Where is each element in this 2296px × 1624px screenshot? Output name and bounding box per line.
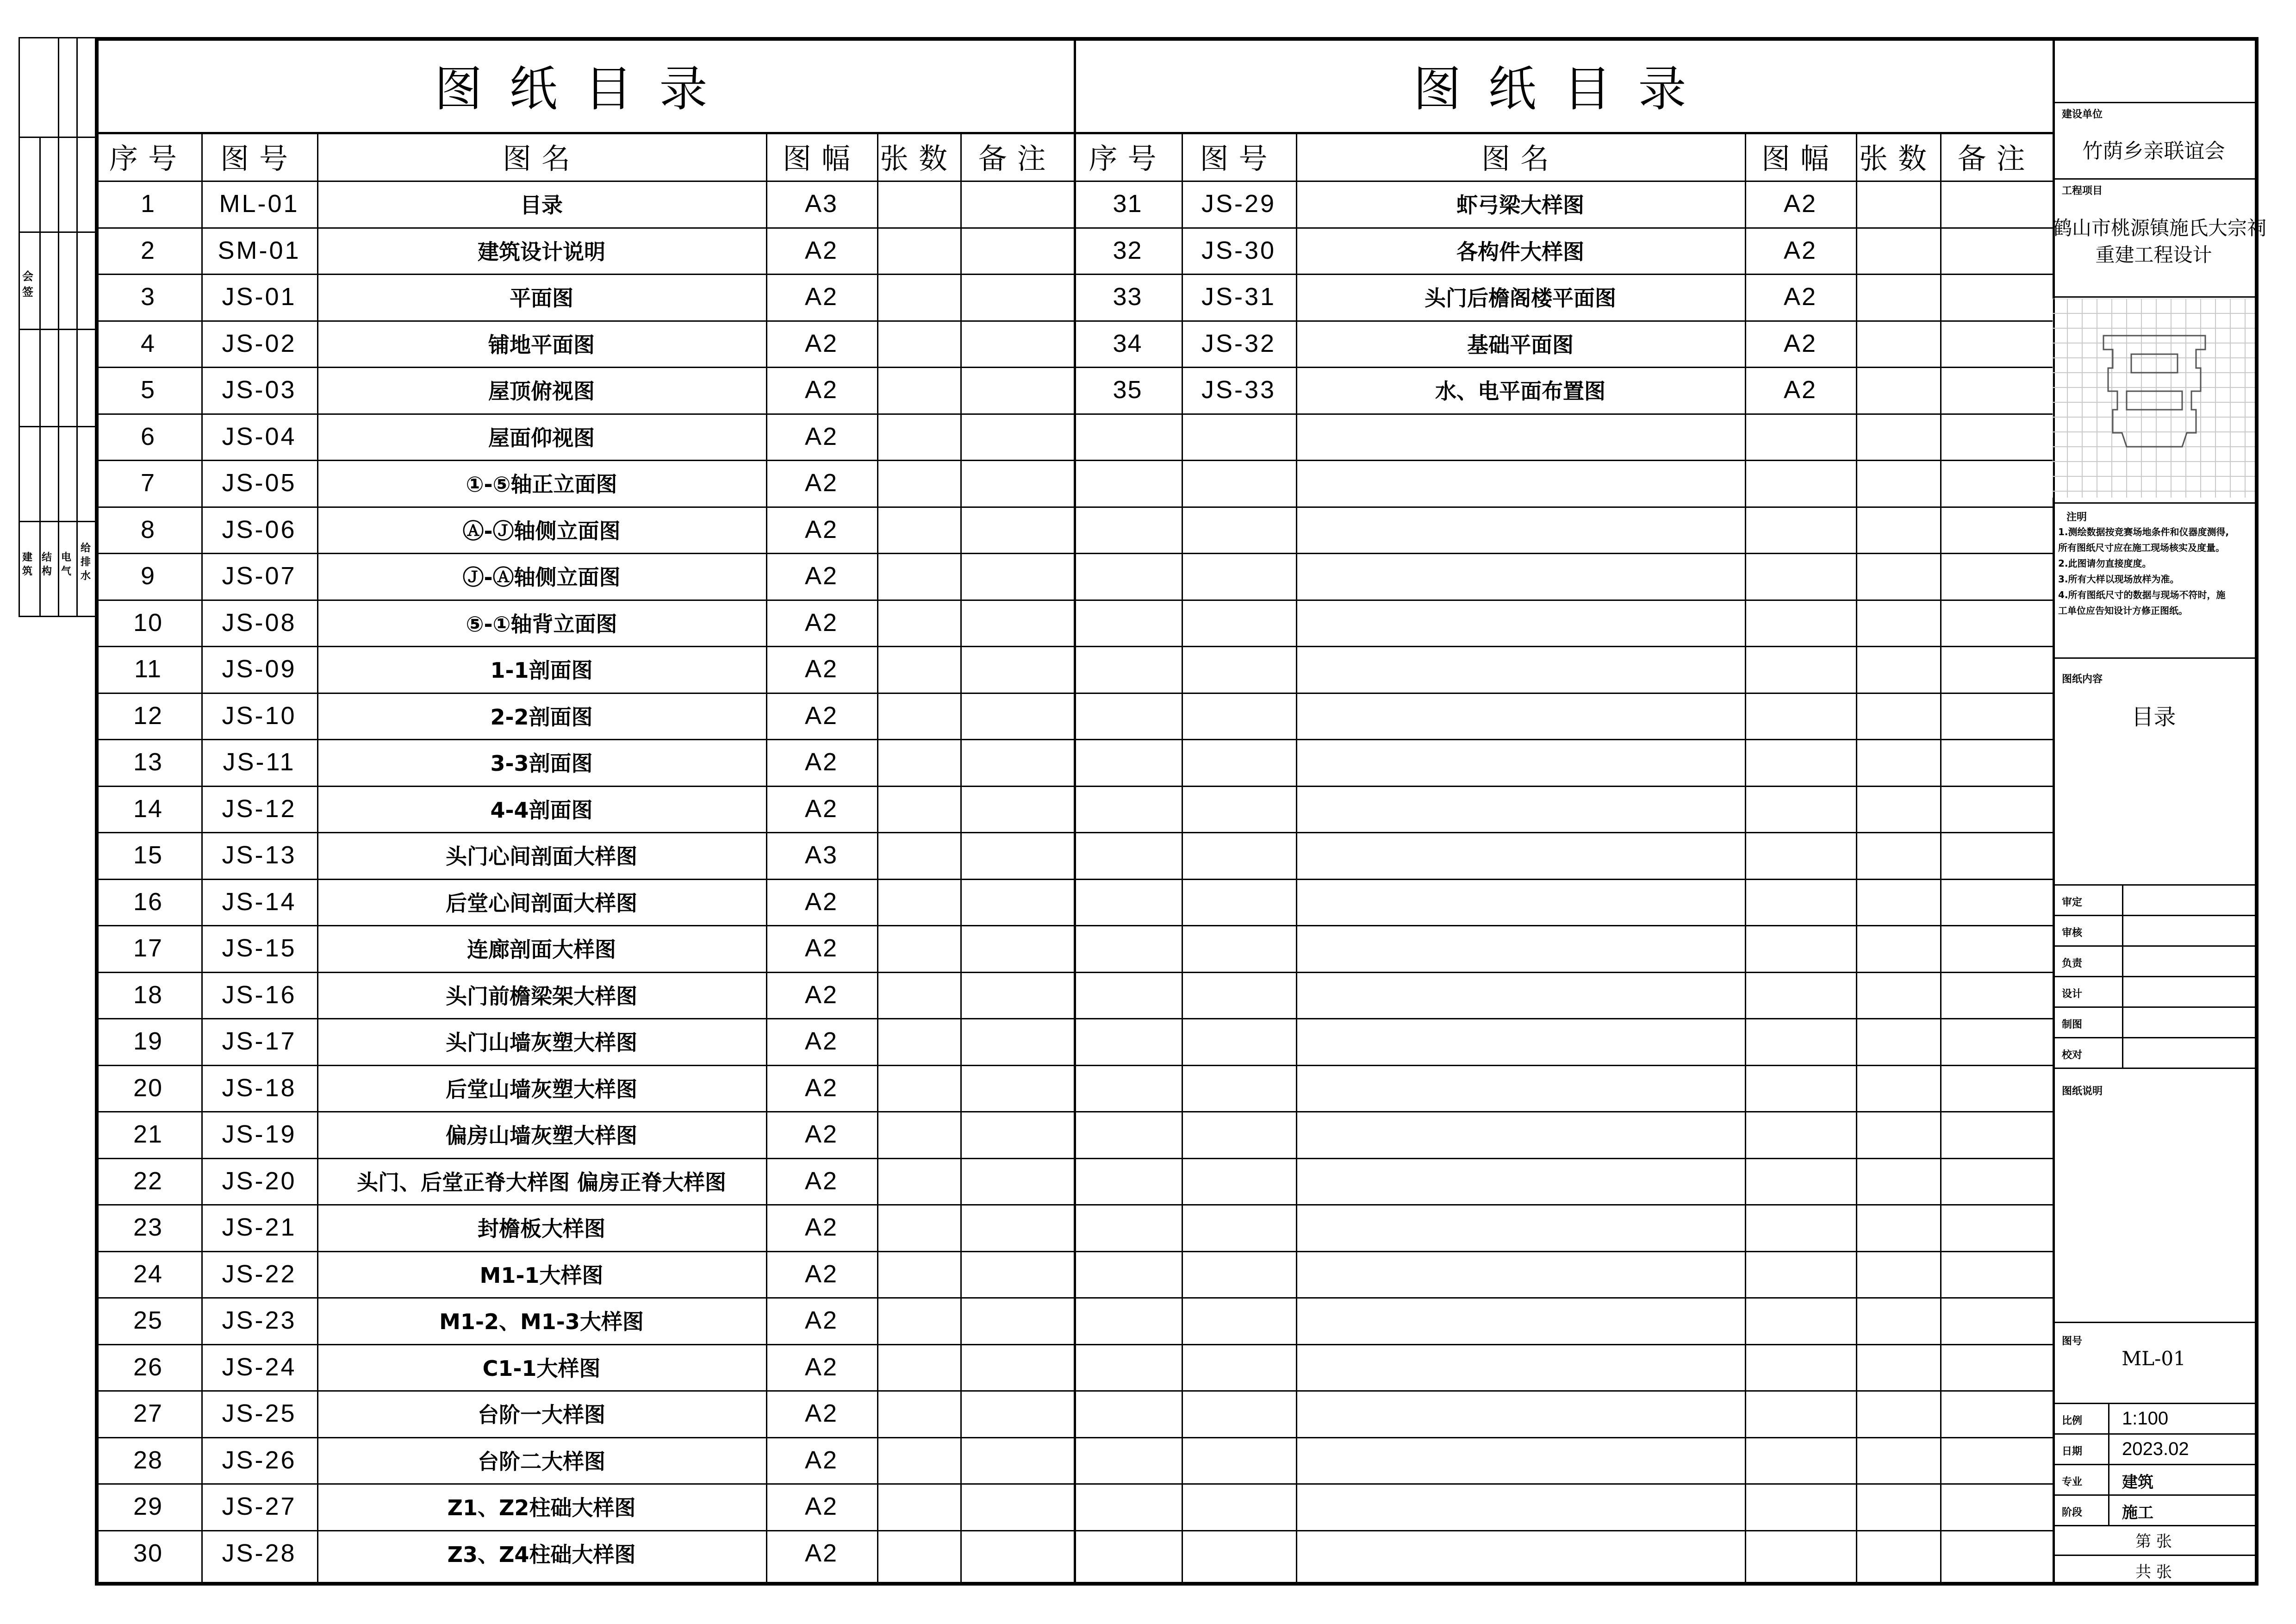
right-header-format: 图幅 [1761,142,1839,175]
drawing-format: A2 [804,701,839,730]
notes-label: 注明 [2066,512,2087,523]
drawing-format: A2 [804,1213,839,1242]
drawing-format: A2 [804,1493,839,1521]
logo-top-line [2053,296,2255,298]
drawing-format: A2 [804,1120,839,1149]
signature-label: 设计 [2062,988,2083,1000]
drawing-name: 各构件大样图 [1456,239,1584,264]
right-header-count: 张数 [1859,142,1937,175]
drawing-name: 目录 [520,193,563,218]
drawing-format: A2 [804,283,839,311]
drawing-code: JS-14 [222,887,297,916]
drawing-code: JS-10 [222,701,297,730]
drawing-code: JS-22 [222,1260,297,1288]
drawing-code: ML-01 [219,190,299,218]
row-number: 34 [1113,329,1143,357]
drawing-code: JS-24 [222,1353,297,1381]
drawing-name: 虾弓梁大样图 [1456,193,1584,218]
drawing-name: M1-1大样图 [479,1262,604,1288]
drawing-name: 偏房山墙灰塑大样图 [446,1123,637,1149]
drawing-name: Z1、Z2柱础大样图 [447,1495,636,1521]
drawing-name: 封檐板大样图 [478,1216,605,1242]
note-line: 2.此图请勿直接度度。 [2058,558,2152,569]
sheet-total-label: 共 张 [2135,1563,2172,1581]
drawing-code: JS-17 [222,1027,297,1056]
drawing-name: ①-⑤轴正立面图 [466,472,617,497]
drawing-code: JS-06 [222,515,297,543]
drawing-code: JS-28 [222,1539,297,1567]
note-line: 工单位应告知设计方修正图纸。 [2058,605,2188,616]
left-header-format: 图幅 [782,142,860,175]
row-number: 28 [133,1446,163,1474]
row-number: 16 [133,887,163,916]
scale-value: 1:100 [2122,1408,2169,1429]
sheet-number-label: 第 张 [2135,1532,2172,1551]
stamp-line [19,231,95,233]
info-line [2053,1433,2255,1435]
drawing-format: A2 [804,981,839,1009]
drawing-format: A2 [804,1074,839,1102]
drawing-name: 台阶二大样图 [478,1449,605,1474]
row-number: 8 [140,515,156,543]
notes-top-line [2053,502,2255,504]
left-catalog-title: 图纸目录 [434,60,734,117]
left-header-no: 序号 [109,142,187,175]
signature-label: 审核 [2062,927,2083,939]
drawing-name: 水、电平面布置图 [1435,379,1605,404]
drawing-name: 3-3剖面图 [490,751,593,776]
signature-line [2053,945,2255,947]
row-number: 22 [133,1167,163,1195]
drawing-no-top-line [2053,1322,2255,1323]
discipline-stamp-label: 给排水 [81,543,91,582]
signature-label: 校对 [2062,1049,2083,1061]
row-number: 32 [1113,236,1143,264]
column-line [1940,132,1941,1586]
row-number: 3 [140,283,156,311]
stamp-line [58,37,59,616]
drawing-format: A2 [804,1399,839,1428]
stamp-line [39,137,41,616]
drawing-code: JS-04 [222,422,297,450]
right-header-name: 图名 [1481,142,1559,175]
content-label: 图纸内容 [2062,674,2103,685]
drawing-format: A2 [804,1446,839,1474]
left-header-name: 图名 [502,142,580,175]
signature-line [2053,915,2255,916]
row-number: 31 [1113,190,1143,218]
drawing-code: JS-16 [222,981,297,1009]
discipline-stamp-label: 结构 [42,552,52,577]
right-header-no: 序号 [1089,142,1167,175]
drawing-format: A2 [804,1167,839,1195]
drawing-name: 4-4剖面图 [490,797,593,823]
drawing-code: JS-32 [1201,329,1276,357]
drawing-code: JS-30 [1201,236,1276,264]
sheet-line [2053,1584,2255,1586]
stamp-line [19,521,95,522]
drawing-name: 头门后檐阁楼平面图 [1425,286,1616,311]
title-block-right-line [2255,102,2256,1584]
drawing-name: 铺地平面图 [488,332,595,357]
signature-label: 制图 [2062,1019,2083,1031]
row-number: 27 [133,1399,163,1428]
drawing-name: 平面图 [510,286,573,311]
drawing-format: A2 [804,934,839,962]
row-number: 10 [133,608,163,637]
drawing-name: 头门山墙灰塑大样图 [446,1030,637,1056]
drawing-name: 头门、后堂正脊大样图 偏房正脊大样图 [356,1169,726,1195]
signature-line [2053,976,2255,977]
drawing-no-value: ML-01 [2122,1347,2186,1370]
content-top-line [2053,657,2255,659]
drawing-code: JS-20 [222,1167,297,1195]
stamp-line [19,37,95,38]
drawing-name: 屋顶俯视图 [488,379,595,404]
signature-label: 审定 [2062,897,2083,908]
sheet-line [2053,1525,2255,1526]
drawing-format: A2 [804,376,839,404]
drawing-format: A2 [804,562,839,590]
info-line [2053,1464,2255,1465]
drawing-name: Ⓐ-Ⓙ轴侧立面图 [462,518,621,543]
drawing-code: JS-23 [222,1306,297,1335]
drawing-no-label: 图号 [2062,1336,2083,1347]
discipline-stamp-label: 建筑 [22,552,33,577]
stage-label: 阶段 [2062,1507,2083,1518]
scale-label: 比例 [2062,1415,2083,1427]
stamp-line [19,329,95,330]
row-number: 9 [140,562,156,590]
note-line: 所有图纸尺寸应在施工现场核实及度量。 [2058,542,2225,553]
signature-line [2053,1037,2255,1038]
date-label: 日期 [2062,1446,2083,1457]
client-label: 建设单位 [2062,109,2103,120]
row-number: 19 [133,1027,163,1056]
drawing-format: A2 [804,1027,839,1056]
row-number: 5 [140,376,156,404]
right-header-note: 备注 [1957,142,2035,175]
stamp-line [76,37,78,616]
drawing-name: 2-2剖面图 [490,704,593,730]
right-catalog-title: 图纸目录 [1413,60,1713,117]
stage-value: 施工 [2122,1504,2153,1522]
info-line [2053,1494,2255,1496]
row-number: 14 [133,794,163,823]
project-label: 工程项目 [2062,185,2103,197]
signature-label: 负责 [2062,958,2083,969]
drawing-code: JS-21 [222,1213,297,1242]
drawing-format: A2 [804,608,839,637]
drawing-format: A2 [804,1260,839,1288]
row-number: 25 [133,1306,163,1335]
drawing-name: 建筑设计说明 [478,239,605,264]
drawing-name: 后堂山墙灰塑大样图 [446,1076,637,1102]
drawing-format: A2 [1783,190,1817,218]
drawing-format: A2 [804,748,839,776]
row-number: 7 [140,469,156,497]
row-number: 15 [133,841,163,869]
project-name-line2: 重建工程设计 [2095,244,2212,266]
signatures-bottom-line [2053,1068,2255,1069]
row-number: 26 [133,1353,163,1381]
row-number: 2 [140,236,156,264]
drawing-format: A2 [804,1306,839,1335]
discipline-value: 建筑 [2122,1474,2153,1491]
drawing-name: 台阶一大样图 [478,1402,605,1428]
project-top-line [2053,178,2255,180]
project-name-line1: 鹤山市桃源镇施氏大宗祠 [2053,217,2267,239]
row-number: 35 [1113,376,1143,404]
drawing-format: A2 [804,236,839,264]
drawing-code: JS-05 [222,469,297,497]
row-number: 29 [133,1493,163,1521]
drawing-format: A2 [1783,236,1817,264]
client-name: 竹荫乡亲联谊会 [2082,139,2225,163]
drawing-format: A2 [804,515,839,543]
drawing-format: A2 [804,329,839,357]
drawing-name: 基础平面图 [1467,332,1574,357]
drawing-name: C1-1大样图 [482,1355,601,1381]
discipline-stamp-label: 电气 [61,552,72,577]
drawing-code: JS-15 [222,934,297,962]
drawing-name: 头门心间剖面大样图 [446,844,637,869]
drawing-code: JS-18 [222,1074,297,1102]
drawing-code: JS-27 [222,1493,297,1521]
drawing-name: 后堂心间剖面大样图 [446,890,637,916]
row-number: 6 [140,422,156,450]
drawing-name: M1-2、M1-3大样图 [439,1309,644,1335]
row-number: 17 [133,934,163,962]
drawing-name: 屋面仰视图 [488,425,595,450]
sheet-line [2053,1555,2255,1556]
drawing-code: JS-26 [222,1446,297,1474]
drawing-code: JS-09 [222,655,297,683]
drawing-format: A3 [804,841,839,869]
note-line: 1.测绘数据按竞赛场地条件和仪器度测得, [2058,526,2229,537]
column-line [1856,132,1857,1586]
drawing-format: A2 [804,422,839,450]
drawing-format: A3 [804,190,839,218]
drawing-format: A2 [804,794,839,823]
drawing-name: 连廊剖面大样图 [467,937,616,962]
left-header-code: 图号 [220,142,298,175]
stamp-line [19,426,95,427]
drawing-code: JS-01 [222,283,297,311]
signatures-top-line [2053,884,2255,886]
row-number: 13 [133,748,163,776]
drawing-code: JS-03 [222,376,297,404]
column-line [960,132,962,1586]
drawing-code: JS-33 [1201,376,1276,404]
drawing-name: ⑤-①轴背立面图 [466,611,617,637]
drawing-name: 1-1剖面图 [490,658,593,683]
note-line: 3.所有大样以现场放样为准。 [2058,574,2179,585]
stamp-line [19,37,20,616]
stamp-line [19,137,95,138]
row-number: 24 [133,1260,163,1288]
stamp-line [19,616,95,617]
drawing-code: JS-19 [222,1120,297,1149]
drawing-format: A2 [1783,329,1817,357]
drawing-format: A2 [804,469,839,497]
content-value: 目录 [2131,704,2176,730]
info-line [2053,1403,2255,1404]
drawing-code: JS-08 [222,608,297,637]
drawing-code: JS-12 [222,794,297,823]
row-number: 4 [140,329,156,357]
row-number: 30 [133,1539,163,1567]
note-line: 4.所有图纸尺寸的数据与现场不符时，施 [2058,589,2226,600]
drawing-code: JS-13 [222,841,297,869]
drawing-format: A2 [804,655,839,683]
drawing-name: Z3、Z4柱础大样图 [447,1542,636,1567]
signature-line [2053,1006,2255,1008]
left-header-note: 备注 [978,142,1056,175]
row-number: 23 [133,1213,163,1242]
drawing-format: A2 [804,1539,839,1567]
countersign-label: 会签 [22,270,33,299]
drawing-format: A2 [1783,376,1817,404]
date-value: 2023.02 [2122,1439,2189,1459]
drawing-format: A2 [804,1353,839,1381]
row-number: 18 [133,981,163,1009]
left-header-count: 张数 [879,142,958,175]
drawing-code: JS-07 [222,562,297,590]
drawing-format: A2 [804,887,839,916]
right-header-code: 图号 [1200,142,1278,175]
drawing-format: A2 [1783,283,1817,311]
row-number: 12 [133,701,163,730]
row-number: 21 [133,1120,163,1149]
client-top-line [2053,102,2255,103]
row-number: 20 [133,1074,163,1102]
drawing-code: JS-31 [1201,283,1276,311]
drawing-code: JS-02 [222,329,297,357]
drawing-code: JS-25 [222,1399,297,1428]
drawing-code: JS-11 [223,748,296,776]
row-number: 1 [140,190,156,218]
drawing-code: JS-29 [1201,190,1276,218]
column-line [877,132,878,1586]
drawing-name: 头门前檐梁架大样图 [446,983,637,1009]
discipline-label: 专业 [2062,1476,2083,1488]
drawing-desc-label: 图纸说明 [2062,1086,2103,1097]
row-number: 11 [134,655,162,683]
drawing-code: SM-01 [218,236,301,264]
row-number: 33 [1113,283,1143,311]
drawing-name: Ⓙ-Ⓐ轴侧立面图 [462,565,621,590]
project-logo-icon [2053,299,2255,502]
